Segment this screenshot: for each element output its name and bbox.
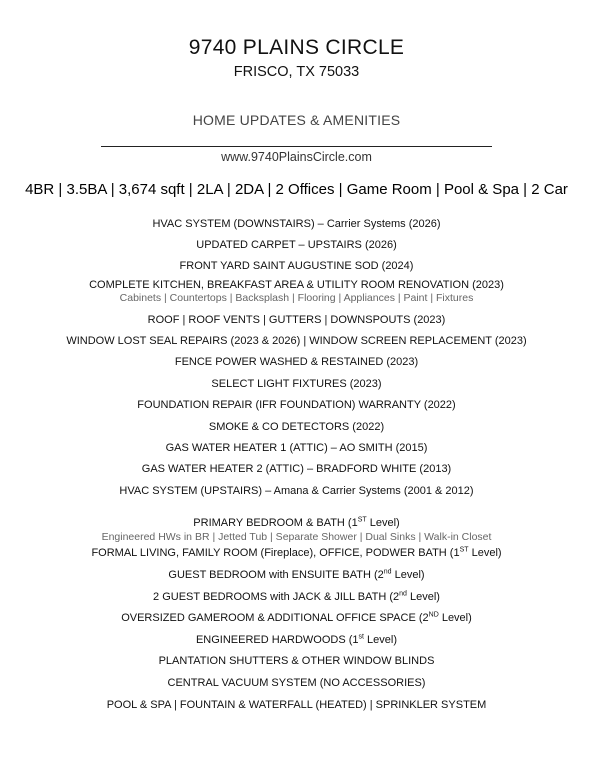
amenity-item: CENTRAL VACUUM SYSTEM (NO ACCESSORIES) bbox=[167, 677, 426, 689]
update-item: UPDATED CARPET – UPSTAIRS (2026) bbox=[196, 239, 397, 251]
amenity-item: ENGINEERED HARDWOODS (1st Level) bbox=[195, 633, 398, 646]
amenity-item: PRIMARY BEDROOM & BATH (1ST Level) bbox=[193, 516, 400, 529]
property-summary: 4BR | 3.5BA | 3,674 sqft | 2LA | 2DA | 2 Offices | Game Room | Pool & Spa | 2 Car bbox=[25, 181, 568, 198]
update-item: GAS WATER HEATER 2 (ATTIC) – BRADFORD WHITE (2013) bbox=[141, 463, 452, 475]
update-item: FOUNDATION REPAIR (IFR FOUNDATION) WARRANTY (2022) bbox=[137, 399, 456, 411]
divider-rule bbox=[101, 146, 492, 147]
update-item: SMOKE & CO DETECTORS (2022) bbox=[208, 421, 385, 433]
amenity-item: POOL & SPA | FOUNTAIN & WATERFALL (HEATED) | SPRINKLER SYSTEM bbox=[106, 699, 487, 711]
section-heading: HOME UPDATES & AMENITIES bbox=[192, 112, 401, 128]
update-item: COMPLETE KITCHEN, BREAKFAST AREA & UTILITY ROOM RENOVATION (2023) bbox=[89, 279, 504, 291]
update-item: WINDOW LOST SEAL REPAIRS (2023 & 2026) | WINDOW SCREEN REPLACEMENT (2023) bbox=[66, 335, 527, 347]
city-state-zip: FRISCO, TX 75033 bbox=[233, 64, 360, 80]
amenity-item: PLANTATION SHUTTERS & OTHER WINDOW BLINDS bbox=[158, 655, 435, 667]
amenity-item: GUEST BEDROOM with ENSUITE BATH (2nd Level) bbox=[168, 568, 425, 581]
update-item: HVAC SYSTEM (DOWNSTAIRS) – Carrier Systems (2026) bbox=[152, 218, 441, 230]
update-item: HVAC SYSTEM (UPSTAIRS) – Amana & Carrier Systems (2001 & 2012) bbox=[119, 485, 474, 497]
update-item: FRONT YARD SAINT AUGUSTINE SOD (2024) bbox=[179, 260, 414, 272]
amenity-item: 2 GUEST BEDROOMS with JACK & JILL BATH (2nd Level) bbox=[153, 590, 440, 603]
amenity-item: FORMAL LIVING, FAMILY ROOM (Fireplace), OFFICE, PODWER BATH (1ST Level) bbox=[91, 546, 502, 559]
amenity-detail: Engineered HWs in BR | Jetted Tub | Separate Shower | Dual Sinks | Walk-in Closet bbox=[101, 531, 492, 543]
website-link[interactable]: www.9740PlainsCircle.com bbox=[221, 150, 372, 164]
update-item: FENCE POWER WASHED & RESTAINED (2023) bbox=[174, 356, 419, 368]
update-detail: Cabinets | Countertops | Backsplash | Flooring | Appliances | Paint | Fixtures bbox=[119, 292, 474, 304]
property-address: 9740 PLAINS CIRCLE bbox=[188, 36, 405, 59]
update-item: ROOF | ROOF VENTS | GUTTERS | DOWNSPOUTS (2023) bbox=[147, 314, 446, 326]
update-item: SELECT LIGHT FIXTURES (2023) bbox=[211, 378, 382, 390]
update-item: GAS WATER HEATER 1 (ATTIC) – AO SMITH (2015) bbox=[165, 442, 428, 454]
amenity-item: OVERSIZED GAMEROOM & ADDITIONAL OFFICE SPACE (2ND Level) bbox=[121, 611, 472, 624]
